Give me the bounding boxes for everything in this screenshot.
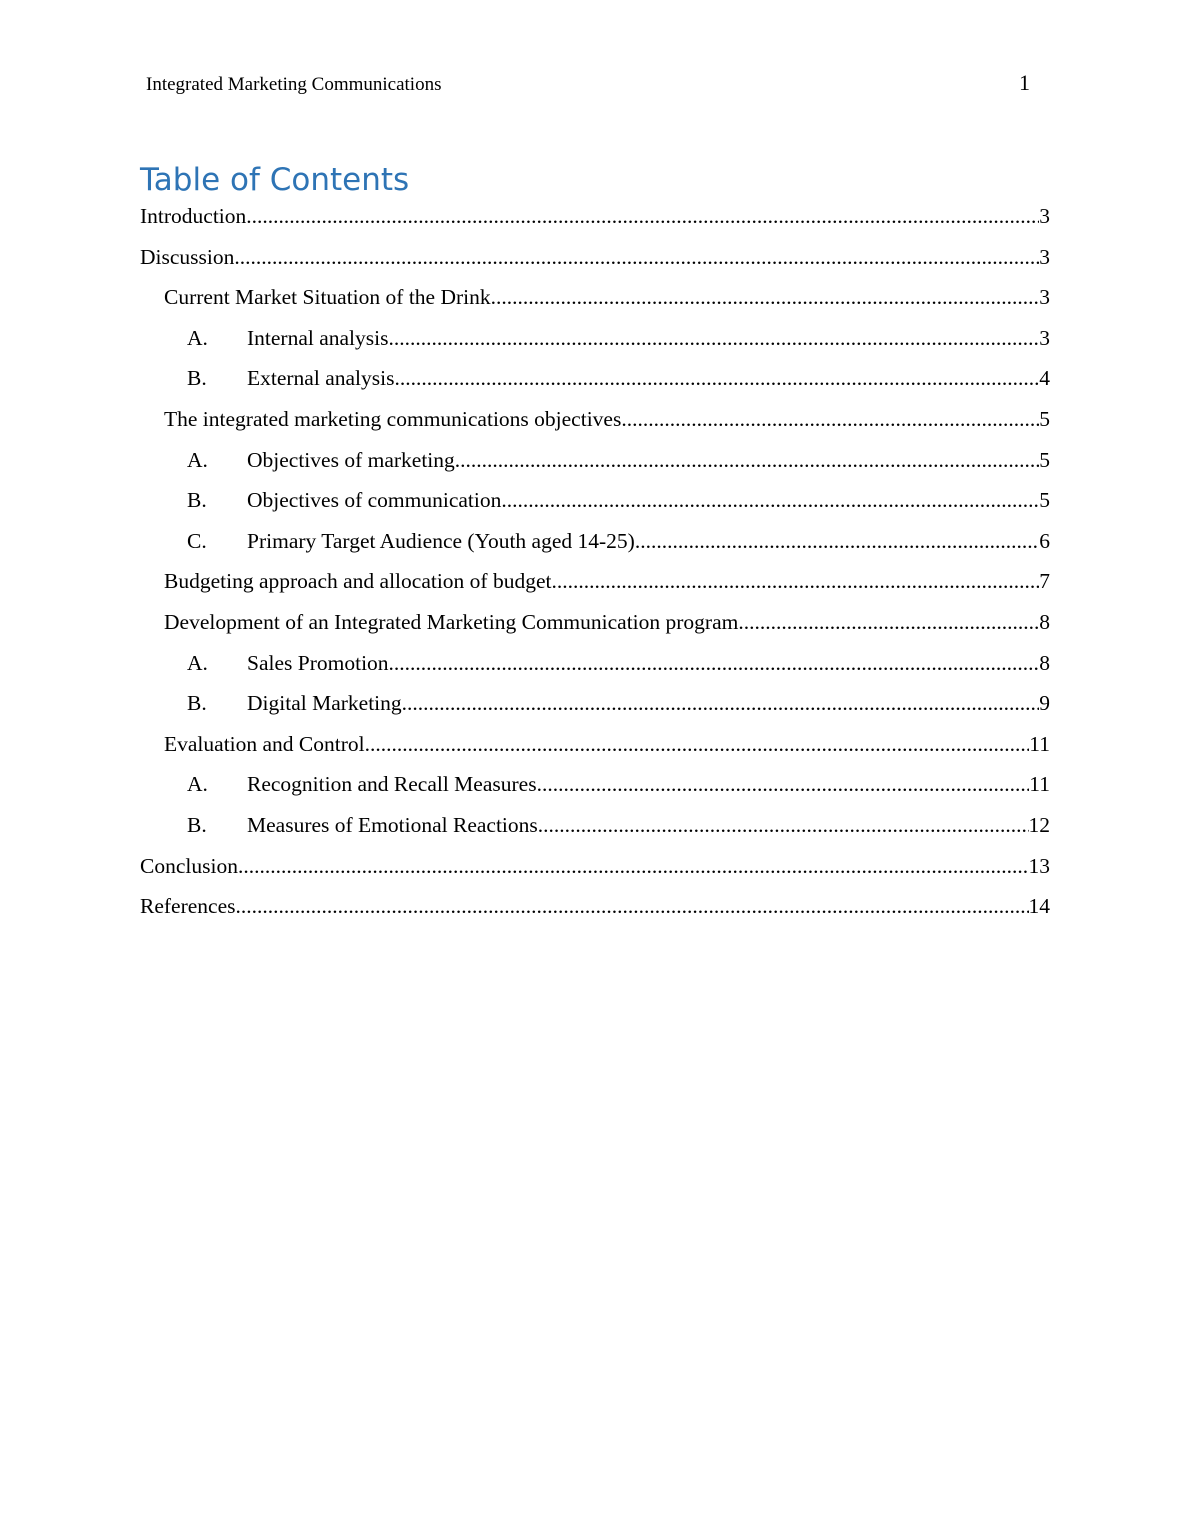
toc-entry-page: 3 (1039, 325, 1050, 350)
page-header (146, 72, 1030, 98)
toc-entry-marker: A. (187, 447, 208, 472)
toc-dot-leader (236, 886, 1029, 927)
toc-dot-leader (389, 318, 1040, 359)
toc-entry-imc-objectives[interactable] (140, 399, 1050, 440)
toc-entry-title: Sales Promotion (247, 650, 389, 675)
toc-entry-marker: B. (187, 488, 207, 513)
toc-entry-title: Measures of Emotional Reactions (247, 812, 538, 837)
toc-entry-title: Development of an Integrated Marketing Communication program (164, 609, 739, 634)
toc-dot-leader (537, 764, 1030, 805)
toc-entry-title: Current Market Situation of the Drink (164, 285, 491, 310)
toc-entry-references[interactable] (140, 886, 1050, 927)
toc-entry-internal-analysis[interactable] (140, 318, 1050, 359)
toc-entry-imc-program-development[interactable] (140, 602, 1050, 643)
toc-dot-leader (394, 358, 1039, 399)
toc-dot-leader (389, 643, 1040, 684)
toc-entry-page: 9 (1039, 691, 1050, 716)
toc-dot-leader (365, 724, 1030, 765)
toc-entry-recognition-recall-measures[interactable] (140, 764, 1050, 805)
toc-entry-marker: C. (187, 528, 207, 553)
toc-entry-title: Objectives of marketing (247, 447, 455, 472)
toc-entry-objectives-of-communication[interactable] (140, 480, 1050, 521)
toc-entry-title: External analysis (247, 366, 395, 391)
toc-entry-page: 3 (1039, 285, 1050, 310)
toc-dot-leader (635, 521, 1039, 562)
toc-dot-leader (238, 846, 1029, 887)
toc-entry-title: Introduction (140, 204, 247, 228)
toc-entry-marker: B. (187, 366, 207, 391)
toc-entry-title: Internal analysis (247, 325, 389, 350)
toc-entry-title: Discussion (140, 244, 235, 269)
toc-entry-conclusion[interactable] (140, 846, 1050, 887)
toc-entry-page: 5 (1039, 447, 1050, 472)
toc-dot-leader (402, 683, 1040, 724)
toc-entry-current-market-situation[interactable] (140, 277, 1050, 318)
toc-entry-evaluation-and-control[interactable] (140, 724, 1050, 765)
toc-entry-page: 11 (1029, 731, 1050, 756)
toc-entry-marker: B. (187, 812, 207, 837)
toc-heading: Table of Contents (140, 162, 410, 198)
toc-entry-title: The integrated marketing communications objectives (164, 406, 622, 431)
toc-entry-title: Conclusion (140, 853, 238, 878)
toc-entry-primary-target-audience[interactable] (140, 521, 1050, 562)
toc-entry-discussion[interactable] (140, 237, 1050, 278)
toc-entry-title: References (140, 894, 236, 919)
toc-entry-title: Evaluation and Control (164, 731, 365, 756)
toc-entry-page: 7 (1039, 569, 1050, 594)
toc-entry-budgeting-approach[interactable] (140, 561, 1050, 602)
toc-entry-title: Recognition and Recall Measures (247, 772, 537, 797)
toc-entry-page: 3 (1039, 204, 1050, 228)
toc-dot-leader (538, 805, 1029, 846)
toc-entry-page: 5 (1039, 406, 1050, 431)
toc-entry-page: 4 (1039, 366, 1050, 391)
toc-entry-page: 6 (1039, 528, 1050, 553)
toc-dot-leader (234, 237, 1039, 278)
toc-entry-page: 14 (1028, 894, 1050, 919)
toc-entry-page: 13 (1028, 853, 1050, 878)
toc-entry-page: 5 (1039, 488, 1050, 513)
toc-entry-page: 8 (1039, 650, 1050, 675)
toc-dot-leader (455, 440, 1039, 481)
toc-entry-marker: A. (187, 650, 208, 675)
toc-dot-leader (738, 602, 1039, 643)
running-title: Integrated Marketing Communications (146, 74, 442, 95)
toc-entry-title: Primary Target Audience (Youth aged 14-25) (247, 528, 635, 553)
table-of-contents (140, 196, 1050, 927)
toc-entry-marker: B. (187, 691, 207, 716)
toc-entry-page: 3 (1039, 244, 1050, 269)
toc-dot-leader (551, 561, 1039, 602)
toc-dot-leader (501, 480, 1039, 521)
toc-entry-sales-promotion[interactable] (140, 643, 1050, 684)
toc-entry-page: 12 (1028, 812, 1050, 837)
toc-entry-title: Objectives of communication (247, 488, 502, 513)
toc-entry-title: Digital Marketing (247, 691, 402, 716)
toc-dot-leader (621, 399, 1039, 440)
toc-entry-page: 8 (1039, 609, 1050, 634)
toc-entry-digital-marketing[interactable] (140, 683, 1050, 724)
toc-entry-marker: A. (187, 325, 208, 350)
toc-entry-marker: A. (187, 772, 208, 797)
toc-entry-external-analysis[interactable] (140, 358, 1050, 399)
toc-dot-leader (246, 196, 1039, 237)
toc-dot-leader (491, 277, 1040, 318)
toc-entry-page: 11 (1029, 772, 1050, 797)
toc-entry-emotional-reactions-measures[interactable] (140, 805, 1050, 846)
toc-entry-objectives-of-marketing[interactable] (140, 440, 1050, 481)
page-number: 1 (1019, 70, 1030, 95)
toc-entry-introduction[interactable] (140, 196, 1050, 237)
toc-entry-title: Budgeting approach and allocation of budget (164, 569, 552, 594)
